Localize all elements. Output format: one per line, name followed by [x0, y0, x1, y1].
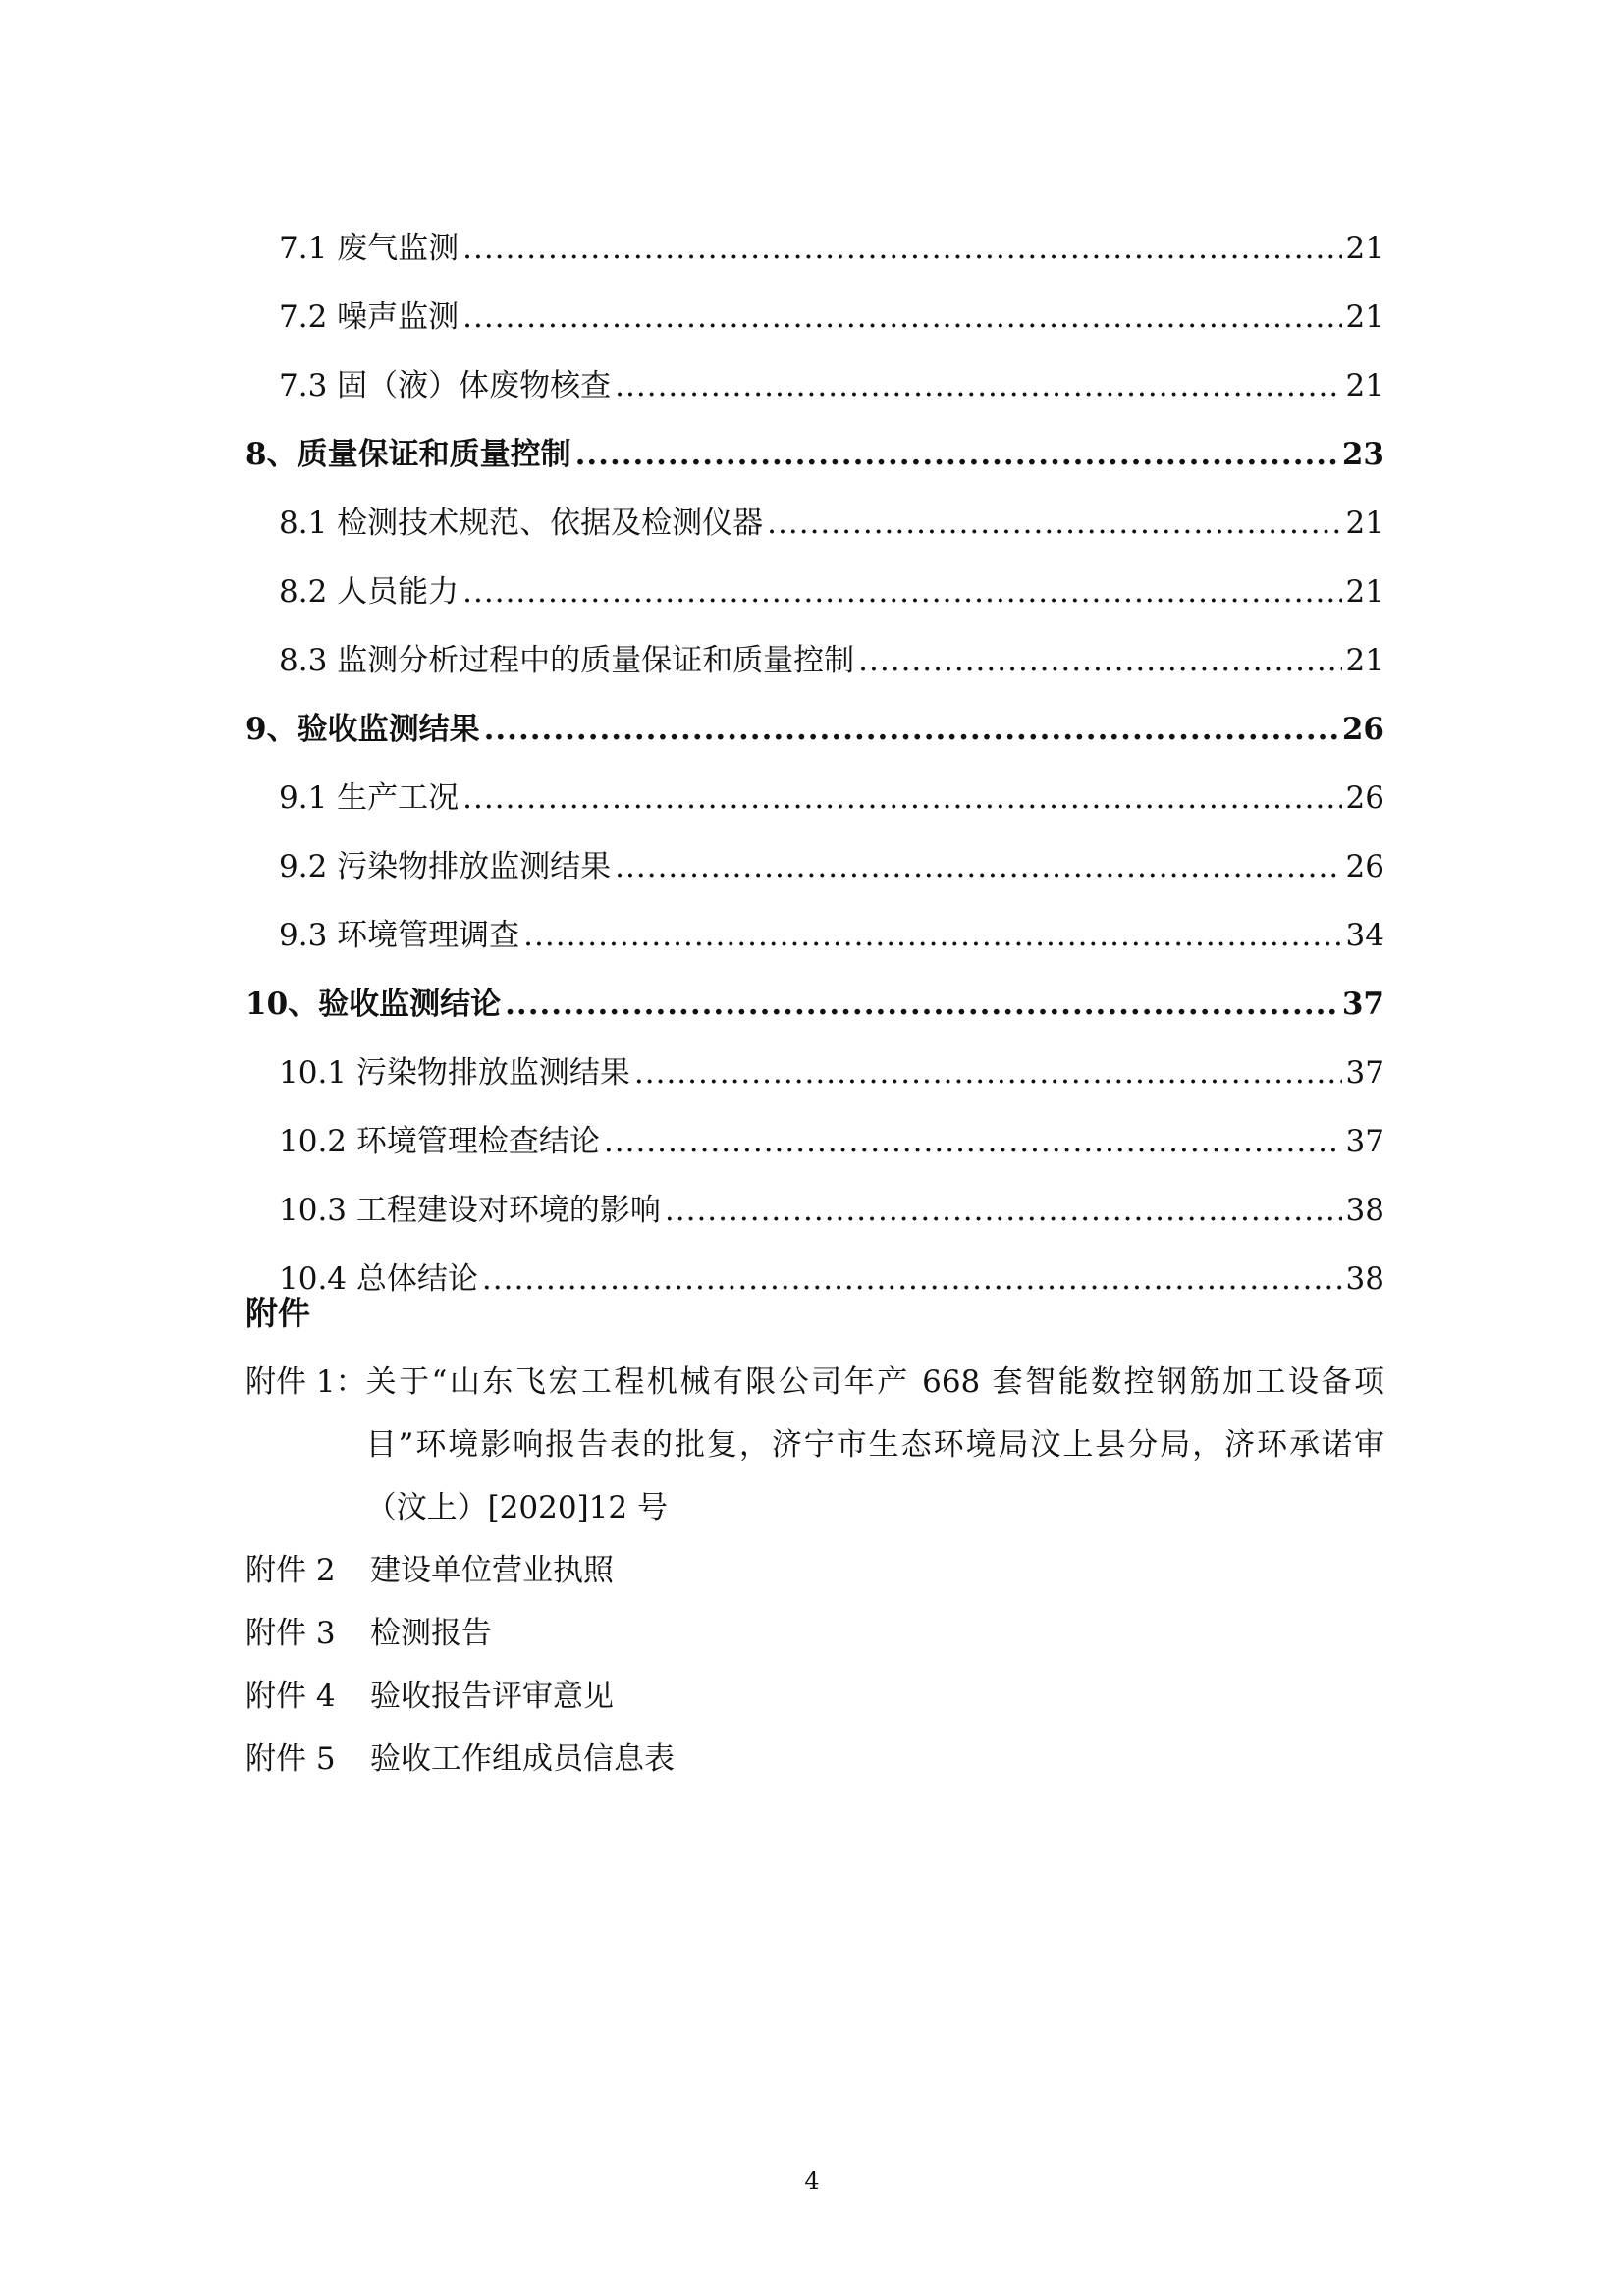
- toc-leader-dots: [858, 626, 1341, 695]
- toc-leader-dots: [604, 1107, 1342, 1176]
- toc-entry-page: 37: [1345, 1124, 1384, 1159]
- appendix-item: [245, 1665, 1384, 1728]
- toc-entry-page: 21: [1345, 506, 1384, 541]
- toc-entry-page: 26: [1345, 780, 1384, 816]
- toc-entry[interactable]: [245, 489, 1384, 558]
- toc-entry-label: 10.1 污染物排放监测结果: [279, 1055, 630, 1091]
- appendix-heading: 附件: [245, 1294, 310, 1332]
- appendix-item-label: 附件 3: [245, 1616, 336, 1651]
- toc-section[interactable]: [245, 970, 1384, 1039]
- appendix-list: [245, 1351, 1384, 1790]
- toc-entry[interactable]: [245, 901, 1384, 970]
- toc-entry-page: 21: [1345, 643, 1384, 678]
- toc-leader-dots: [665, 1176, 1342, 1245]
- toc-leader-dots: [462, 214, 1341, 283]
- toc-leader-dots: [575, 420, 1338, 489]
- toc-entry[interactable]: [245, 1176, 1384, 1245]
- toc-entry[interactable]: [245, 214, 1384, 283]
- toc-leader-dots: [615, 351, 1341, 420]
- toc-leader-dots: [484, 695, 1338, 764]
- toc-entry-page: 38: [1345, 1193, 1384, 1228]
- toc-leader-dots: [462, 764, 1341, 832]
- toc-leader-dots: [634, 1039, 1342, 1107]
- toc-section-label: 10、验收监测结论: [245, 987, 502, 1022]
- appendix-item-label: 附件 5: [245, 1741, 336, 1777]
- toc-section-page: 37: [1341, 987, 1384, 1022]
- toc-leader-dots: [462, 558, 1341, 626]
- toc-section[interactable]: [245, 695, 1384, 764]
- toc-entry-label: 8.2 人员能力: [279, 574, 460, 610]
- toc-entry-page: 37: [1345, 1055, 1384, 1091]
- toc-entry-label: 9.1 生产工况: [279, 780, 460, 816]
- toc-entry-label: 9.2 污染物排放监测结果: [279, 849, 612, 884]
- toc-entry[interactable]: [245, 1245, 1384, 1313]
- toc-entry-label: 10.4 总体结论: [279, 1261, 478, 1297]
- toc-entry[interactable]: [245, 351, 1384, 420]
- toc-leader-dots: [767, 489, 1341, 558]
- appendix-item-text: 验收报告评审意见: [370, 1679, 614, 1714]
- toc-entry-label: 7.2 噪声监测: [279, 299, 460, 335]
- toc-entry[interactable]: [245, 626, 1384, 695]
- toc-entry-page: 21: [1345, 574, 1384, 610]
- toc-entry-page: 38: [1345, 1261, 1384, 1297]
- toc-section[interactable]: [245, 420, 1384, 489]
- toc-section-label: 9、验收监测结果: [245, 712, 480, 747]
- toc-entry-label: 9.3 环境管理调查: [279, 918, 520, 953]
- appendix-item: [245, 1602, 1384, 1665]
- table-of-contents: [245, 214, 1384, 1313]
- toc-leader-dots: [523, 901, 1341, 970]
- toc-entry[interactable]: [245, 1107, 1384, 1176]
- toc-entry-label: 7.3 固（液）体废物核查: [279, 368, 612, 403]
- toc-leader-dots: [615, 832, 1341, 901]
- toc-entry-label: 8.3 监测分析过程中的质量保证和质量控制: [279, 643, 855, 678]
- toc-entry-label: 10.2 环境管理检查结论: [279, 1124, 600, 1159]
- toc-entry-page: 21: [1345, 299, 1384, 335]
- appendix-item: [245, 1539, 1384, 1602]
- page-number: 4: [804, 2167, 820, 2195]
- toc-entry-page: 26: [1345, 849, 1384, 884]
- toc-leader-dots: [505, 970, 1338, 1039]
- toc-section-page: 26: [1341, 712, 1384, 747]
- toc-entry-page: 21: [1345, 368, 1384, 403]
- appendix-item-text: 验收工作组成员信息表: [370, 1741, 675, 1777]
- appendix-item-label: 附件 1：: [245, 1364, 366, 1400]
- toc-section-page: 23: [1341, 437, 1384, 472]
- toc-entry[interactable]: [245, 764, 1384, 832]
- appendix-item-text: 关于“山东飞宏工程机械有限公司年产 668 套智能数控钢筋加工设备项目”环境影响报告表的批复，济宁市生态环境局汶上县分局，济环承诺审（汶上）[2020]12 号: [365, 1364, 1384, 1525]
- toc-entry[interactable]: [245, 558, 1384, 626]
- appendix-item: [245, 1728, 1384, 1790]
- appendix-item-text: 建设单位营业执照: [370, 1553, 614, 1588]
- toc-entry-label: 8.1 检测技术规范、依据及检测仪器: [279, 506, 764, 541]
- toc-entry-label: 10.3 工程建设对环境的影响: [279, 1193, 661, 1228]
- toc-entry[interactable]: [245, 283, 1384, 351]
- toc-entry-page: 21: [1345, 231, 1384, 266]
- appendix-item-label: 附件 4: [245, 1679, 336, 1714]
- toc-entry-label: 7.1 废气监测: [279, 231, 460, 266]
- appendix-item: [245, 1351, 1384, 1539]
- toc-entry-page: 34: [1345, 918, 1384, 953]
- toc-leader-dots: [482, 1245, 1342, 1313]
- appendix-item-text: 检测报告: [370, 1616, 492, 1651]
- appendix-item-label: 附件 2: [245, 1553, 336, 1588]
- toc-entry[interactable]: [245, 1039, 1384, 1107]
- toc-section-label: 8、质量保证和质量控制: [245, 437, 571, 472]
- toc-leader-dots: [462, 283, 1341, 351]
- toc-entry[interactable]: [245, 832, 1384, 901]
